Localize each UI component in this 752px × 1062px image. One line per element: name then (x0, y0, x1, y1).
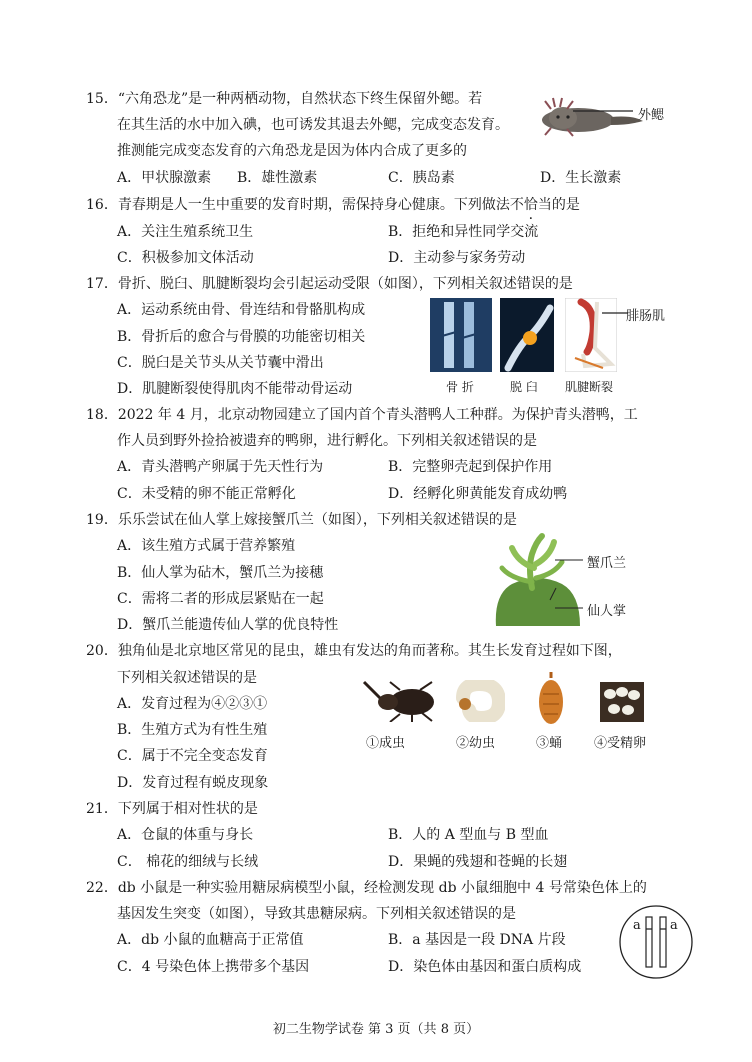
q16-option-c: C．积极参加文体活动 (117, 250, 254, 266)
beetle-adult-image (360, 680, 444, 722)
q15-line3: 推测能完成变态发育的六角恐龙是因为体内合成了更多的 (117, 143, 467, 159)
q16-option-b: B．拒绝和异性同学交流 (388, 224, 539, 240)
q19-line1: 19．乐乐尝试在仙人掌上嫁接蟹爪兰（如图），下列相关叙述错误的是 (86, 512, 517, 528)
q20-line2: 下列相关叙述错误的是 (117, 670, 257, 686)
q18-option-b: B．完整卵壳起到保护作用 (388, 459, 553, 475)
q15-line1: 15．“六角恐龙”是一种两栖动物，自然状态下终生保留外鳃。若 (86, 91, 483, 107)
q16-line1 (86, 195, 580, 215)
q19-option-b: B．仙人掌为砧木，蟹爪兰为接穗 (117, 565, 324, 581)
q18-option-d: D．经孵化卵黄能发育成幼鸭 (388, 486, 568, 502)
q18-option-c: C．未受精的卵不能正常孵化 (117, 486, 296, 502)
q17-option-b: B．骨折后的愈合与骨膜的功能密切相关 (117, 329, 366, 345)
page-footer: 初二生物学试卷 第 3 页（共 8 页） (272, 1022, 480, 1037)
q16-option-d: D．主动参与家务劳动 (388, 250, 526, 266)
q15-option-c: C．胰岛素 (388, 170, 455, 186)
q22-option-b: B．a 基因是一段 DNA 片段 (388, 932, 566, 948)
q18-line2: 作人员到野外捡拾被遗弃的鸭卵，进行孵化。下列相关叙述错误的是 (117, 433, 537, 449)
q21-option-c: C． 棉花的细绒与长绒 (117, 854, 259, 870)
q19-option-c: C．需将二者的形成层紧贴在一起 (117, 591, 324, 607)
q16-emphasis: 不恰当 (509, 197, 552, 213)
q22-line2: 基因发生突变（如图），导致其患糖尿病。下列相关叙述错误的是 (117, 906, 516, 922)
q17-option-d: D．肌腱断裂使得肌肉不能带动骨运动 (117, 381, 353, 397)
q20-option-d: D．发育过程有蜕皮现象 (117, 775, 269, 791)
beetle-eggs-image (600, 682, 644, 722)
q17-muscle-label: 腓肠肌 (626, 309, 666, 324)
q22-option-a: A．db 小鼠的血糖高于正常值 (117, 932, 304, 948)
q22-option-d: D．染色体由基因和蛋白质构成 (388, 959, 582, 975)
q20-line1: 20．独角仙是北京地区常见的昆虫，雄虫有发达的角而著称。其生长发育过程如下图， (86, 643, 622, 659)
q21-option-a: A．仓鼠的体重与身长 (117, 827, 254, 843)
chromosome-diagram (617, 903, 695, 981)
q15-line2: 在其生活的水中加入碘，也可诱发其退去外鳃，完成变态发育。 (117, 117, 509, 133)
q17-caption-dislocation: 脱 臼 (510, 380, 538, 394)
q20-caption-egg: ④受精卵 (594, 736, 647, 751)
q18-line1: 18．2022 年 4 月，北京动物园建立了国内首个青头潜鸭人工种群。为保护青头潜鸭，工 (86, 407, 638, 423)
q19-pointer-lines (555, 552, 585, 612)
q16-line1-text: 16．青春期是人一生中重要的发育时期，需保持身心健康。下列做法 (86, 197, 510, 213)
q21-line1: 21．下列属于相对性状的是 (86, 801, 258, 817)
q17-option-c: C．脱臼是关节头从关节囊中滑出 (117, 355, 324, 371)
q15-gill-label: 外鳃 (638, 108, 665, 123)
q19-scion-label: 蟹爪兰 (587, 556, 627, 571)
beetle-larva-image (455, 680, 505, 722)
q15-option-d: D．生长激素 (540, 170, 622, 186)
q22-line1: 22．db 小鼠是一种实验用糖尿病模型小鼠，经检测发现 db 小鼠细胞中 4 号常染色体上的 (86, 880, 647, 896)
q17-option-a: A．运动系统由骨、骨连结和骨骼肌构成 (117, 302, 366, 318)
q20-option-c: C．属于不完全变态发育 (117, 748, 268, 764)
q16-option-a: A．关注生殖系统卫生 (117, 224, 254, 240)
q16-line1-end: 的是 (551, 197, 580, 213)
q17-line1: 17．骨折、脱臼、肌腱断裂均会引起运动受限（如图），下列相关叙述错误的是 (86, 276, 573, 292)
beetle-pupa-image (533, 670, 569, 728)
dislocation-xray-image (500, 298, 554, 372)
q20-caption-larva: ②幼虫 (456, 736, 496, 751)
q18-option-a: A．青头潜鸭产卵属于先天性行为 (117, 459, 324, 475)
chromosome-gene-left: a (633, 918, 641, 933)
q19-rootstock-label: 仙人掌 (587, 604, 627, 619)
q19-option-a: A．该生殖方式属于营养繁殖 (117, 538, 296, 554)
q21-option-d: D．果蝇的残翅和苍蝇的长翅 (388, 854, 568, 870)
q22-option-c: C．4 号染色体上携带多个基因 (117, 959, 310, 975)
q20-caption-pupa: ③蛹 (536, 736, 563, 751)
chromosome-gene-right: a (670, 918, 678, 933)
q21-option-b: B．人的 A 型血与 B 型血 (388, 827, 549, 843)
q15-option-b: B．雄性激素 (237, 170, 318, 186)
q17-caption-tendon: 肌腱断裂 (565, 380, 614, 394)
q19-option-d: D．蟹爪兰能遗传仙人掌的优良特性 (117, 617, 339, 633)
fracture-xray-image (430, 298, 492, 372)
q17-caption-fracture: 骨 折 (446, 380, 474, 394)
q20-option-b: B．生殖方式为有性生殖 (117, 722, 268, 738)
q20-option-a: A．发育过程为④②③① (117, 696, 268, 712)
q15-option-a: A．甲状腺激素 (117, 170, 212, 186)
q20-caption-adult: ①成虫 (366, 736, 406, 751)
